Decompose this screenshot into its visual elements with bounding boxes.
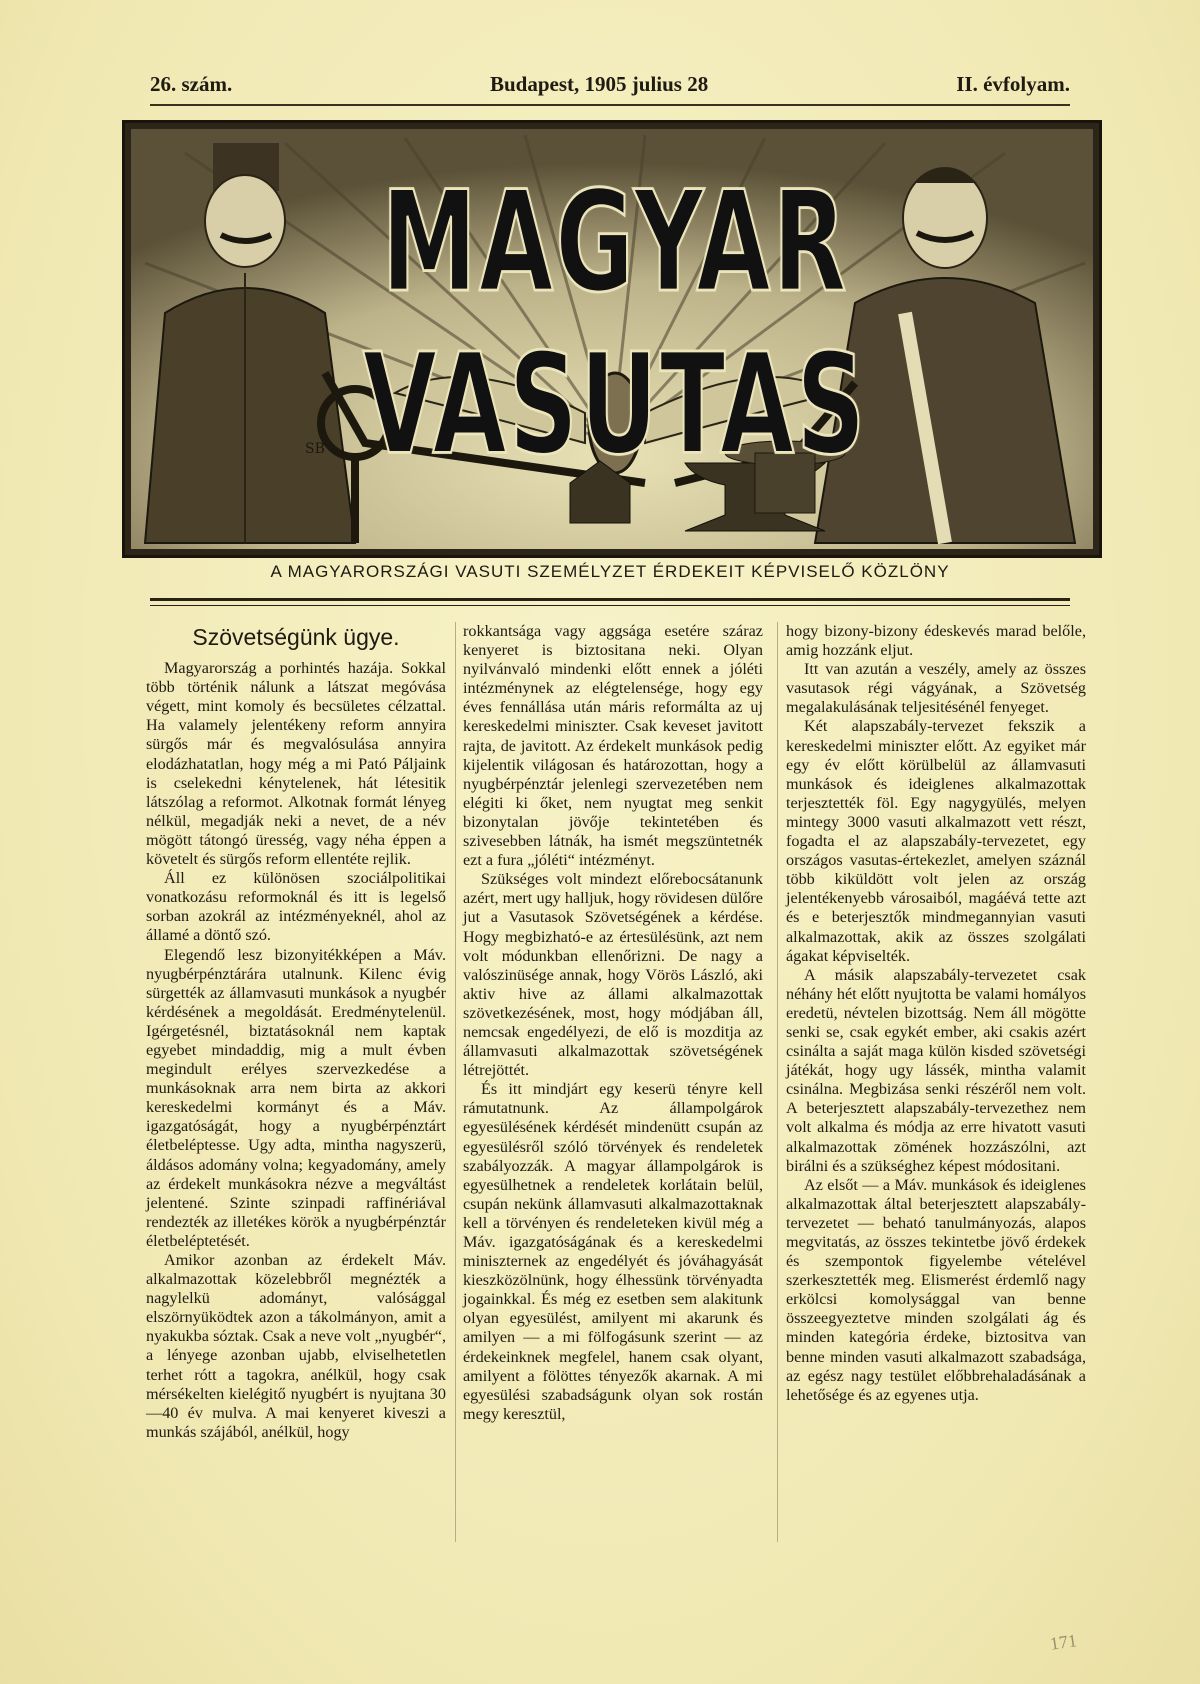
paragraph: A másik alapszabály-tervezetet csak néhány hét előtt nyujtotta be valami homályos eredetü, névtelen bizottság. Nem áll mögötte senki se, csak egykét ember, aki csakis azért csinálta a saját maga külön kisded szövetségi játékát, hogy ugy lássék, mintha valamit csinálna. Megbizása senki részéről nem volt. A beterjesztett alapszabály-tervezethez nem volt alkalma és módja az erre hivatott vasuti alkalmazottak zömének hozzászólni, azt birálni és a szükséghez képest módositani.: [786, 965, 1086, 1175]
paragraph: Itt van azután a veszély, amely az összes vasutasok régi vágyának, a Szövetség megalakulásának teljesitésénél fenyeget.: [786, 660, 1086, 717]
article-headline: Szövetségünk ügye.: [192, 624, 400, 650]
volume: II. évfolyam.: [956, 72, 1070, 96]
paragraph: Két alapszabály-tervezet fekszik a kereskedelmi miniszter előtt. Az egyiket már egy év előtt körülbelül az államvasuti munkások és ideiglenes alkalmazottak terjesztették föl. Egy nagygyülés, melyen mintegy 3000 vasuti alkalmazott vett részt, fogadta el az alapszabály-tervezetet, egy országos vasutas-értekezlet, amelyen száznál több kiküldött volt jelen az ország jelentékenyebb városaiból, magáévá tette azt és e beterjesztők mindmegannyian vasuti alkalmazottak, akik az összes szolgálati ágakat képviselték.: [786, 717, 1086, 965]
paragraph: rokkantsága vagy aggsága esetére száraz kenyeret is biztositana neki. Olyan nyilvánvaló mindenki előtt ennek a jóléti intézménynek az elégtelensége, hogy egy éves fennállása után máris reformálta az uj kereskedelmi miniszter. Csak keveset javitott rajta, de javitott. Az érdekelt munkások pedig kijelentik világosan és határozottan, hogy a nyugbérpénztár jelenlegi szervezetében nem elégiti ki őket, nem nyugtat meg senkit bizonytalan jövője tekintetében és szivesebben látnák, ha ismét megszüntetnék ezt a fura „jóléti“ intézményt.: [463, 622, 763, 870]
paragraph: Amikor azonban az érdekelt Máv. alkalmazottak közelebbről megnézték a nagylelkü adományt, valósággal elszörnyüködtek azon a tákolmányon, amit a nyakukba sóztak. Csak a neve volt „nyugbér“, a lényege azonban ujabb, elviselhetetlen terhet rótt a tagokra, anélkül, hogy csak mérsékelten kielégitő nyugbért is nyujtana 30—40 év mulva. A mai kenyeret kiveszi a munkás szájából, anélkül, hogy: [146, 1251, 446, 1441]
masthead-title: MAGYAR VASUTAS: [362, 161, 868, 486]
subtitle-rule: [150, 598, 1070, 606]
monogram: SB: [305, 441, 325, 457]
issue-header: [150, 72, 1070, 102]
handwritten-page-number: 171: [1048, 1630, 1079, 1654]
masthead-illustration: [122, 120, 1102, 558]
paragraph: Szükséges volt mindezt előrebocsátanunk azért, mert ugy halljuk, hogy rövidesen dülőre jut a Vasutasok Szövetségének a kérdése. Hogy megbizható-e az értesülésünk, azt nem volt módunkban ellenőrizni. De nagy a valószinüsége annak, hogy Vörös László, aki aktiv hive az állami alkalmazottak szövetkezésének, most, hogy módjában áll, nemcsak engedélyezi, de elő is mozditja az államvasuti alkalmazottak szövetségének létrejöttét.: [463, 870, 763, 1080]
header-rule: [150, 104, 1070, 106]
article-column-3: [786, 622, 1086, 1405]
paragraph: Magyarország a porhintés hazája. Sokkal több történik nálunk a látszat megóvása végett, mint komoly és becsületes célzattal. Ha valamely jelentékeny reform annyira sürgős már és megvalósulása annyira elodázhatatlan, hogy még a mi Pató Páljaink is cselekedni kénytelenek, hát létesitik látszólag a reformot. Alkotnak formát lényeg nélkül, megadják neki a nevet, de a név mögött tátongó üresség, vagy néha éppen a követelt és sürgős reform ellentéte rejlik.: [146, 659, 446, 869]
paragraph: Az elsőt — a Máv. munkások és ideiglenes alkalmazottak által beterjesztett alapszabály-tervezetet — beható tanulmányozás, alapos megvitatás, az összes tekintetbe jövő érdekek és szempontok figyelembe vételével szerkesztették meg. Elismerést érdemlő nagy erkölcsi komolysággal van benne összeegyeztetve minden szolgálati ág és minden kategória érdeke, biztositva van benne minden vasuti alkalmazott szabadsága, az egész nagy testület előbbrehaladásának a lehetősége és az egyenes utja.: [786, 1175, 1086, 1404]
paragraph: hogy bizony-bizony édeskevés marad belőle, amig hozzánk eljut.: [786, 622, 1086, 660]
column-separator: [777, 622, 778, 1542]
column-separator: [455, 622, 456, 1542]
issue-number: 26. szám.: [150, 72, 233, 96]
masthead-subtitle: A MAGYARORSZÁGI VASUTI SZEMÉLYZET ÉRDEKEIT KÉPVISELŐ KÖZLÖNY: [270, 562, 950, 581]
paragraph: És itt mindjárt egy keserü tényre kell rámutatnunk. Az állampolgárok egyesülésének kérdését mindenütt csupán az egyesülésről szóló törvények és rendeletek szabályozzák. A magyar állampolgárok is egyesülhetnek a rendeletek korlátain belül, csupán nekünk államvasuti alkalmazottaknak kell a törvényen és rendeleteken kivül még a Máv. igazgatóságának és a kereskedelmi miniszternek az engedélyét és jóváhagyását kieszközölnünk, hogy élhessünk törvényadta jogainkkal. És még ez esetben sem alakitunk olyan egyesülést, amilyent mi akarunk és amilyen — a mi fölfogásunk szerint — az érdekeinknek megfelel, hanem csak olyant, amilyent a fölöttes tényezők akarnak. A mi egyesülési szabadságunk olyan sok rostán megy keresztül,: [463, 1080, 763, 1423]
article-column-2: [463, 622, 763, 1424]
paragraph: Áll ez különösen szociálpolitikai vonatkozásu reformoknál és itt is legelső sorban azokrál az intézményeknél, ahol az államé a döntő szó.: [146, 869, 446, 945]
place-date: Budapest, 1905 julius 28: [490, 72, 709, 96]
paragraph: Elegendő lesz bizonyitékképen a Máv. nyugbérpénztárára utalnunk. Kilenc évig sürgették az államvasuti munkások a nyugbér kérdésének a megoldását. Eredménytelenül. Igérgetésnél, biztatásoknál nem kaptak egyebet mindaddig, mig a mult évben megindult erélyes szervezkedése a munkásoknak arra nem birta az akkori kereskedelmi kormányt és a Máv. igazgatóságát, hogy a nyugbérpénztárt életbeléptesse. Ugy adta, mintha nagyszerü, áldásos adomány volna; kegyadomány, amely az érdekelt munkásokra nézve a megváltást jelentené. Szinte szinpadi raffinériával rendezték az illetékes körök a nyugbérpénztár életbeléptetését.: [146, 945, 446, 1250]
article-column-1: [146, 622, 446, 1442]
